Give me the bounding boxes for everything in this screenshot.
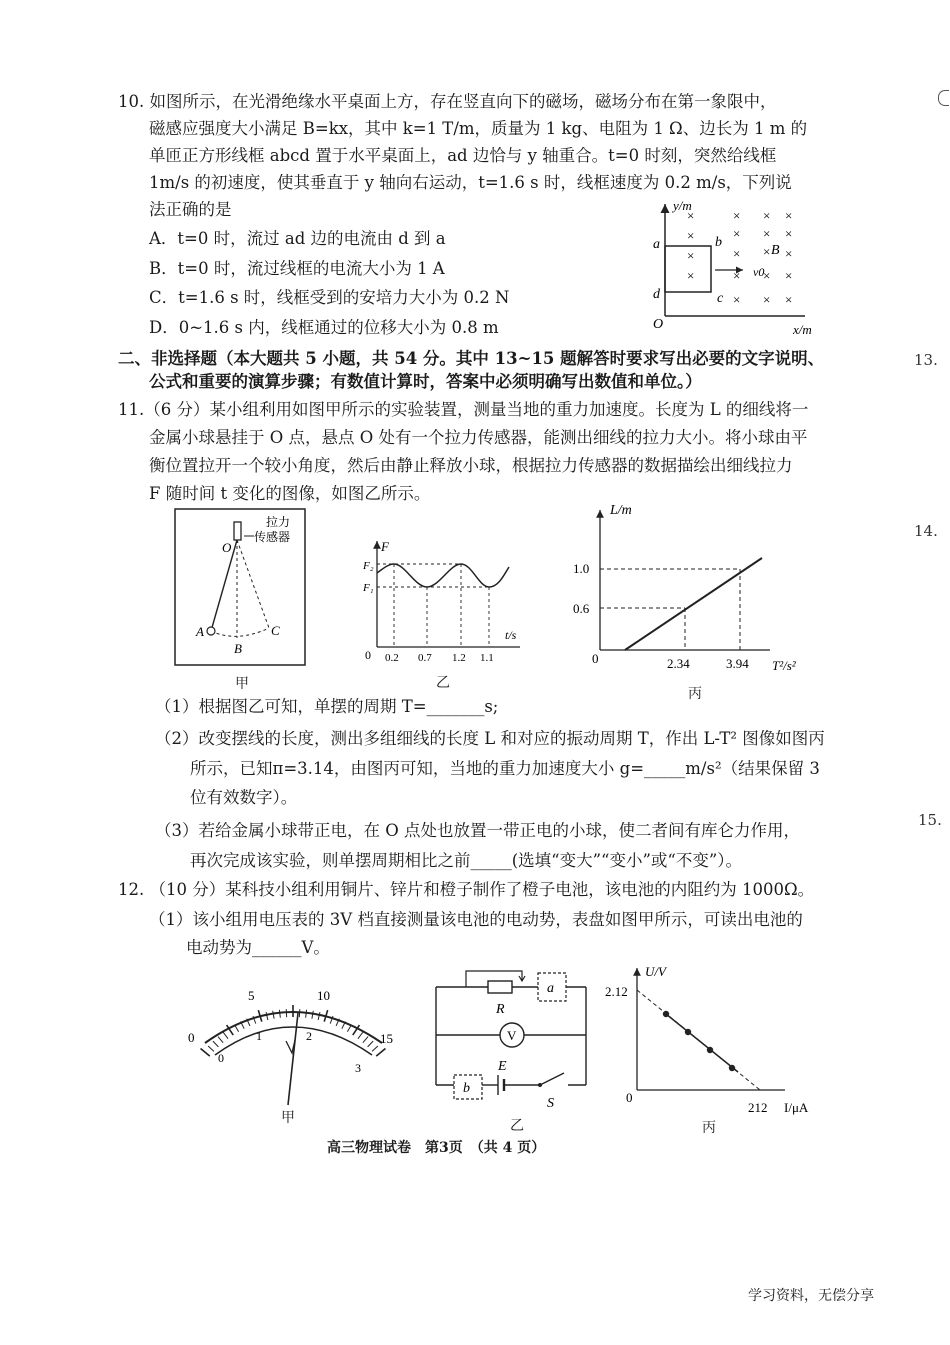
x-tick-2: 3.94 [726,656,749,671]
field-cross-mark: × [763,226,771,241]
field-cross-mark: × [785,292,793,307]
inner-scale-2: 2 [306,1029,312,1043]
q12-voltage-current-graph [600,960,820,1120]
point-o-label: O [222,540,232,555]
data-point [729,1065,735,1071]
t-tick-4: 1.1 [480,652,494,664]
data-point [685,1029,691,1035]
velocity-label: v0 [753,265,765,279]
fig-bing-caption: 丙 [688,686,702,702]
q11-force-time-graph [355,535,525,665]
q10-field-figure [645,198,825,338]
dial-tick [223,1032,228,1038]
q10-line-5: 法正确的是 [149,200,232,219]
label-v: V [507,1028,517,1043]
q10-option-a: A．t=0 时，流过 ad 边的电流由 d 到 a [149,229,446,248]
q12-sub-1-line-2: 电动势为______V。 [186,938,330,957]
corner-a-label: a [653,237,660,252]
y-tick-2: 0.6 [573,601,590,616]
field-cross-mark: × [687,248,695,263]
dial-tick [279,1010,280,1018]
label-a: a [547,981,554,996]
field-cross-mark: × [733,292,741,307]
field-cross-mark: × [763,208,771,223]
label-r: R [496,1002,505,1017]
q10-option-d: D．0~1.6 s 内，线框通过的位移大小为 0.8 m [149,318,499,337]
fig-jia-caption: 甲 [235,676,249,692]
dial-tick [372,1046,378,1051]
q11-sub-2-line-2: 所示，已知π=3.14，由图丙可知，当地的重力加速度大小 g=_____m/s²（结果保留 3 [190,759,820,778]
inner-scale-0: 0 [218,1051,224,1065]
dial-tick [363,1037,368,1043]
string-right-dashed [237,540,269,628]
field-cross-mark: × [785,246,793,261]
outer-scale-0: 0 [188,1030,195,1045]
label-s: S [547,1096,554,1111]
point-a-label: A [196,624,204,639]
point-c-label: C [271,623,280,638]
t-tick-2: 0.7 [418,652,432,664]
l-axis-label: L/m [610,503,632,518]
uv-graph-caption: 丙 [702,1120,716,1136]
q10-line-3: 单匝正方形线框 abcd 置于水平桌面上，ad 边恰与 y 轴重合。t=0 时刻，突然给线框 [149,146,777,165]
field-cross-mark: × [687,228,695,243]
corner-c-label: c [717,291,724,306]
fit-segment [666,1014,738,1072]
field-cross-mark: × [785,226,793,241]
field-cross-mark: × [687,268,695,283]
q11-length-period-graph [570,500,820,675]
q11-pendulum-figure [174,508,309,668]
y-tick-1: 1.0 [573,561,590,576]
y-axis-label: y/m [673,198,692,213]
outer-scale-10: 10 [317,988,330,1003]
outer-scale-5: 5 [248,988,255,1003]
watermark-text: 学习资料，无偿分享 [748,1288,874,1304]
corner-b-label: b [715,235,722,250]
sensor-label-1: 拉力 [266,515,291,529]
dial-tick [235,1025,239,1032]
dial-tick [318,1012,320,1020]
q11-line-2: 金属小球悬挂于 O 点，悬点 O 处有一个拉力传感器，能测出细线的拉力大小。将小球由平 [149,428,808,447]
dial-tick [213,1041,219,1047]
q10-line-1: 10. 如图所示，在光滑绝缘水平桌面上方，存在竖直向下的磁场，磁场分布在第一象限中， [118,92,777,111]
dial-tick [376,1049,385,1057]
inner-scale-1: 1 [256,1029,262,1043]
data-point [707,1047,713,1053]
meter-caption: 甲 [281,1110,295,1126]
field-cross-mark: × [733,208,741,223]
field-cross-mark: × [733,246,741,261]
dial-tick [358,1032,363,1038]
q11-sub-2-line-1: （2）改变摆线的长度，测出多组细线的长度 L 和对应的振动周期 T，作出 L-T² 图像如图丙 [155,729,825,748]
dial-tick [208,1046,214,1051]
x-axis-label: x/m [793,322,812,337]
q12-sub-1-line-1: （1）该小组用电压表的 3V 档直接测量该电池的电动势，表盘如图甲所示，可读出电池的 [149,910,803,929]
margin-q14: 14. [914,522,938,540]
tension-sensor [234,522,241,540]
t2-axis-label: T²/s² [772,658,796,673]
dial-tick [368,1041,374,1047]
force-curve [377,564,509,587]
q10-option-c: C．t=1.6 s 时，线框受到的安培力大小为 0.2 N [149,288,510,307]
q11-sub-1: （1）根据图乙可知，单摆的周期 T=_______s; [155,697,499,716]
q11-sub-3-line-1: （3）若给金属小球带正电，在 O 点处也放置一带正电的小球，使二者间有库仑力作用， [155,821,801,840]
f2-label: F₂ [363,560,374,572]
field-cross-mark: × [733,226,741,241]
f-axis-label: F [381,539,389,554]
origin-label: 0 [626,1090,633,1105]
dial-tick [218,1037,223,1043]
swing-arc [211,628,269,636]
q11-sub-3-line-2: 再次完成该实验，则单摆周期相比之前_____(选填“变大”“变小”或“不变”）。 [190,851,743,870]
circuit-caption: 乙 [510,1118,524,1134]
t-tick-1: 0.2 [385,652,399,664]
field-cross-mark: × [763,292,771,307]
x-intercept-label: 212 [748,1100,768,1115]
field-cross-mark: × [785,208,793,223]
q11-line-3: 衡位置拉开一个较小角度，然后由静止释放小球，根据拉力传感器的数据描绘出细线拉力 [149,456,793,475]
inner-scale-3: 3 [355,1061,361,1075]
dial-tick [347,1025,351,1032]
q10-line-4: 1m/s 的初速度，使其垂直于 y 轴向右运动，t=1.6 s 时，线框速度为 0.2 m/s，下列说 [149,173,792,192]
q11-sub-2-line-3: 位有效数字）。 [190,788,298,807]
u-axis-label: U/V [645,964,666,979]
q12-circuit-diagram [430,965,600,1115]
origin-label: 0 [592,651,599,666]
origin-label: 0 [365,648,371,662]
section-2-heading-line-2: 公式和重要的演算步骤；有数值计算时，答案中必须明确写出数值和单位。） [149,372,702,391]
point-b-label: B [234,641,242,656]
rheostat-slider [466,971,522,987]
q10-line-2: 磁感应强度大小满足 B=kx，其中 k=1 T/m，质量为 1 kg、电阻为 1 Ω、边长为 1 m 的 [149,119,808,138]
y-intercept-label: 2.12 [605,984,628,999]
data-point [663,1011,669,1017]
sensor-label-2: 传感器 [254,530,291,544]
field-cross-mark: × [763,244,771,259]
switch-blade [540,1073,564,1085]
q11-line-1: 11.（6 分）某小组利用如图甲所示的实验装置，测量当地的重力加速度。长度为 L 的细线将一 [118,400,809,419]
section-2-heading-line-1: 二、非选择题（本大题共 5 小题，共 54 分。其中 13~15 题解答时要求写出必要的文字说明、 [118,349,825,368]
q12-voltmeter-dial [180,985,410,1115]
f1-label: F₁ [363,582,374,594]
margin-q13: 13. [914,351,938,369]
resistor-r [488,981,512,993]
dial-tick [266,1012,268,1020]
t-tick-3: 1.2 [452,652,466,664]
dial-tick [201,1049,210,1057]
label-b: b [463,1081,470,1096]
q12-line-1: 12. （10 分）某科技小组利用铜片、锌片和橙子制作了橙子电池，该电池的内阻约为 1000Ω。 [118,880,815,899]
fit-line [625,558,762,650]
q11-line-4: F 随时间 t 变化的图像，如图乙所示。 [149,484,431,503]
t-axis-label: t/s [505,628,517,642]
i-axis-label: I/μA [784,1100,809,1115]
field-cross-mark: × [763,268,771,283]
origin-label: O [653,317,664,332]
field-cross-mark: × [687,208,695,223]
x-tick-1: 2.34 [667,656,690,671]
dial-tick [312,1011,313,1019]
field-cross-mark: × [733,268,741,283]
field-b-label: B [771,243,780,258]
corner-d-label: d [653,287,660,302]
margin-q15: 15. [918,811,942,829]
label-e: E [498,1059,507,1074]
fig-yi-caption: 乙 [436,675,450,691]
page-footer: 高三物理试卷 第3页 （共 4 页） [327,1140,546,1156]
metal-ball [207,627,215,635]
dial-tick [273,1011,274,1019]
outer-scale-15: 15 [380,1031,393,1046]
margin-bracket [938,90,949,106]
dial-tick [306,1010,307,1018]
q10-option-b: B．t=0 时，流过线框的电流大小为 1 A [149,259,445,278]
field-cross-mark: × [785,268,793,283]
